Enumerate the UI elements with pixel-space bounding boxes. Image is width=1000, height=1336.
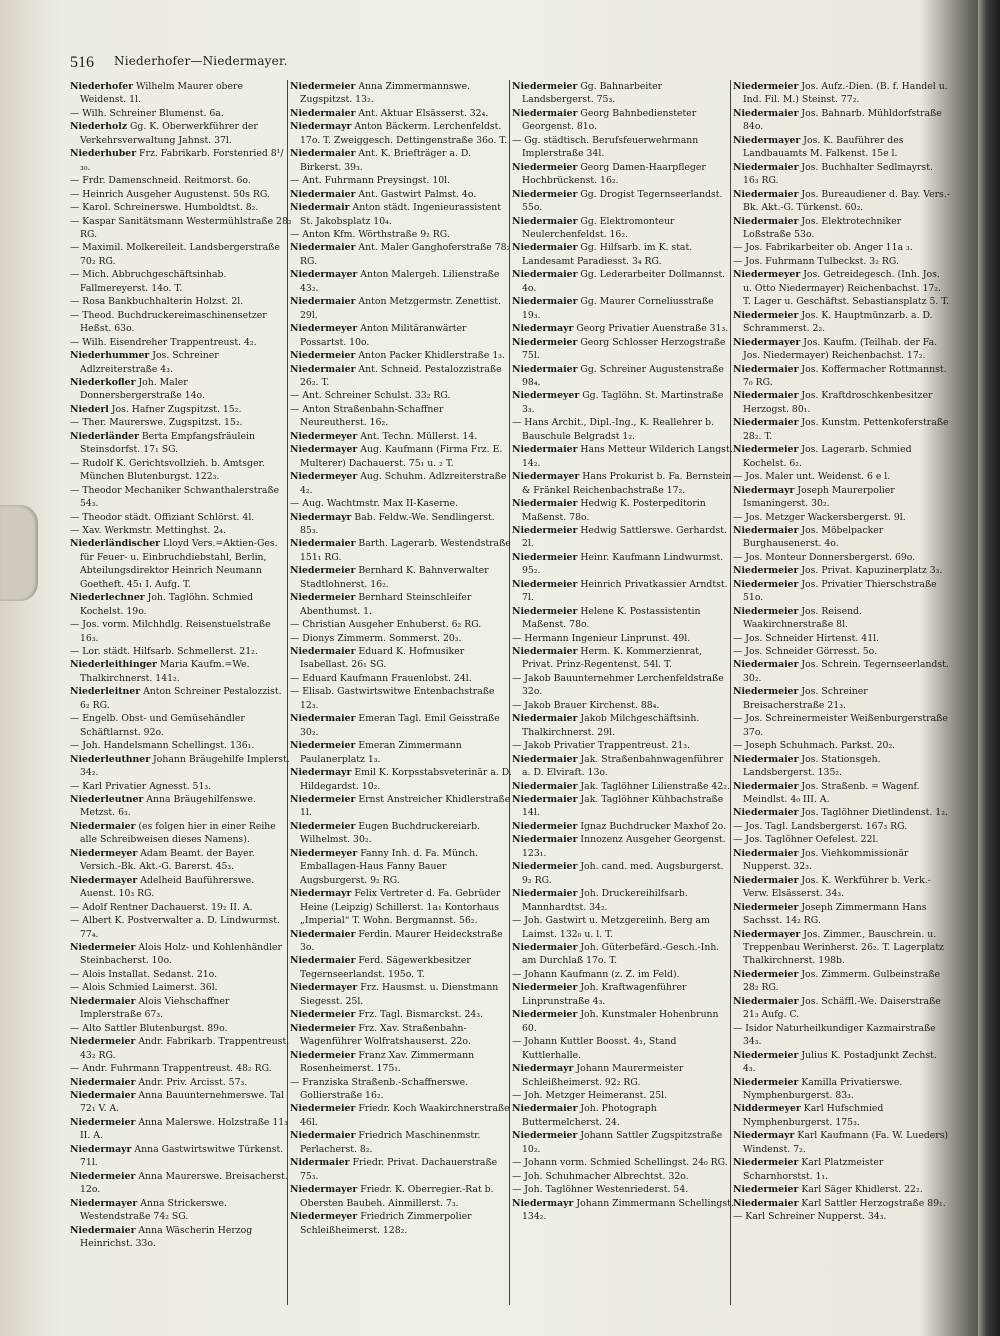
directory-entry: Niedermeier Joh. cand. med. Augsburgerst. 9₂ RG. [512,861,724,886]
directory-entry: Niedermeier Alois Holz- und Kohlenhändler Steinbacherst. 10o. [70,942,282,967]
directory-entry: — Adolf Rentner Dachauerst. 19₂ II. A. [70,901,253,913]
directory-entry: — Eduard Kaufmann Frauenlobst. 24l. [290,672,472,684]
directory-entry: Niedermaier Jos. Kraftdroschkenbesitzer Herzogst. 80₁. [733,390,933,415]
directory-entry: Niedermayer Adelheid Bauführerswe. Auenst. 10₃ RG. [70,874,255,900]
directory-entry: — Lor. städt. Hilfsarb. Schmellerst. 21₂. [70,646,258,658]
directory-entry: Niederhummer Jos. Schreiner Adlzreiterstraße 4₃. [70,350,219,375]
directory-entry: Niedermayr Georg Privatier Auenstraße 31₃. [512,323,729,335]
directory-entry: Niedermeier Bernhard K. Bahnverwalter Stadtlohnerst. 16₂. [290,565,489,590]
directory-entry: Niedermayr Johann Maurermeister Schleißheimerst. 92₂ RG. [512,1063,684,1088]
directory-entry: Niedermayr Karl Kaufmann (Fa. W. Lueders) Windenst. 7₂. [733,1130,949,1155]
directory-entry: — Karl Privatier Agnesst. 51₃. [70,780,212,792]
directory-entry: Niedermaier Gg. Lederarbeiter Dollmannst. 4o. [512,269,726,294]
directory-entry: Niedermeier Karl Säger Khidlerst. 22₂. [733,1184,923,1196]
directory-entry: — Engelb. Obst- und Gemüsehändler Schäftlarnst. 92o. [70,713,245,738]
directory-entry: Niederlechner Joh. Taglöhn. Schmied Kochelst. 19o. [70,592,254,617]
directory-entry: — Xav. Werkmstr. Mettinghst. 2₄. [70,524,226,536]
directory-entry: — Karl Schreiner Nupperst. 34₃. [733,1211,887,1223]
directory-entry: Niedermeyer Fanny Inh. d. Fa. Münch. Emballagen-Haus Fanny Bauer Augsburgerst. 9₂ RG. [290,847,479,886]
directory-entry: — Hermann Ingenieur Linprunst. 49l. [512,632,691,644]
directory-entry: Niedermaier Alois Viehschaffner Implerstraße 67₃. [70,995,230,1021]
directory-entry: Niedermeier Jos. Reisend. Waakirchnerstraße 8l. [733,605,862,631]
directory-entry: — Andr. Fuhrmann Trappentreust. 48₂ RG. [70,1063,272,1075]
directory-entry: Niedermeier Frz. Xav. Straßenbahn-Wagenführer Wolfratshauserst. 22o. [290,1022,471,1048]
directory-entry: Niedermeier Julius K. Postadjunkt Zechst. 4₃. [733,1049,937,1075]
directory-entry: Niedermeier Jos. K. Hauptmünzarb. a. D. Schrammerst. 2₂. [733,309,933,335]
directory-entry: — Albert K. Postverwalter a. D. Lindwurmst. 77₄. [70,915,280,940]
directory-entry: Niedermeyer Anton Militäranwärter Possartst. 10o. [290,323,467,348]
directory-entry: — Jos. Maler unt. Weidenst. 6 e l. [733,471,891,483]
directory-entry: — Jos. vorm. Milchhdlg. Reisenstuelstraße 16₃. [70,619,271,644]
directory-entry: — Jos. Schneider Görresst. 5o. [733,646,878,658]
directory-entry: Niedermaier Gg. Maurer Corneliusstraße 19₃. [512,296,714,321]
directory-entry: Niedermaier Jakob Milchgeschäftsinh. Thalkirchnerst. 29l. [512,713,700,738]
directory-entry: — Theodor städt. Offiziant Schlörst. 4l. [70,511,255,523]
directory-entry: Niedermaier Joh. Güterbefärd.-Gesch.-Inh. am Durchlaß 17o. T. [512,942,720,967]
directory-entry: Niedermayer Frz. Hausmst. u. Dienstmann Siegesst. 25l. [290,982,499,1007]
directory-entry: Niedermaier Jak. Taglöhner Kühbachstraße 14l. [512,794,724,819]
directory-entry: Niedermeier Kamilla Privatierswe. Nymphenburgerst. 83₃. [733,1076,903,1101]
directory-entry: — Rudolf K. Gerichtsvollzieh. b. Amtsger. München Blutenburgst. 122₃. [70,457,265,483]
directory-entry: — Alois Schmied Laimerst. 36l. [70,982,218,994]
directory-entry: Niedermeier Joh. Kunstmaler Hohenbrunn 60. [512,1009,719,1034]
directory-entry: Niedermaier Jos. Stationsgeh. Landsbergerst. 135₂. [733,753,881,779]
directory-entry: Niedermaier Gg. Hilfsarb. im K. stat. Landesamt Paradiesst. 3₄ RG. [512,242,693,267]
directory-entry: — Alois Installat. Sedanst. 21o. [70,968,218,980]
directory-entry: Niedermaier Jak. Straßenbahnwagenführer a. D. Elviraft. 13o. [512,753,724,779]
directory-entry: Niedermeyer Gg. Taglöhn. St. Martinstraße 3₃. [512,390,724,415]
directory-entry: Niedermaier Ant. Maler Ganghoferstraße 78₂ RG. [290,242,511,267]
directory-entry: Niederkofler Joh. Maler Donnersbergerstraße 14o. [70,376,205,402]
directory-entry: — Alto Sattler Blutenburgst. 89o. [70,1022,228,1034]
directory-entry: Niedermaier Jos. Elektrotechniker Loßstraße 53o. [733,215,902,240]
directory-entry: — Christian Ausgeher Enhuberst. 6₂ RG. [290,619,482,631]
directory-entry: Niedermeier Frz. Tagl. Bismarckst. 24₃. [290,1009,484,1021]
directory-entry: — Johann Kaufmann (z. Z. im Feld). [512,968,680,980]
directory-entry: Niedermaier Joh. Photograph Buttermelcherst. 24. [512,1103,657,1128]
directory-entry: — Joh. Schuhmacher Albrechtst. 32o. [512,1170,689,1182]
directory-entry: Nidermaier Friedr. Privat. Dachauerstraße 75₃. [290,1157,498,1182]
directory-entry: Niedermeyer Jos. Getreidegesch. (Inh. Jos. u. Otto Niedermayer) Reichenbachst. 17₂. T. Lager u. Geschäftst. Sebastiansplatz 5. T. [733,269,950,308]
directory-entry: Niedermayr Johann Zimmermann Schellingst. 134₂. [512,1197,734,1223]
directory-entry: Niedermaier Ant. K. Briefträger a. D. Birkerst. 39₃. [290,148,471,173]
directory-entry: Niedermayer Jos. Zimmer., Bauschrein. u. Treppenbau Werinherst. 26₂. T. Lagerplatz Thalkirchnerst. 198b. [733,928,944,967]
directory-entry: — Mich. Abbruchgeschäftsinhab. Fallmereyerst. 14o. T. [70,269,227,294]
directory-entry: Niedermaier Jos. Koffermacher Rottmannst. 7₀ RG. [733,363,947,388]
directory-entry: Niedermaier Ant. Schneid. Pestalozzistraße 26₂. T. [290,363,502,388]
directory-entry: Niedermeyer Ant. Techn. Müllerst. 14. [290,430,478,442]
directory-entry: Niederhuber Frz. Fabrikarb. Forstenried 8¹/₃₀. [70,148,284,173]
column-4 [733,80,951,1305]
directory-entry: — Jos. Metzger Wackersbergerst. 9l. [733,511,906,523]
directory-entry: Niedermeier Jos. Privat. Kapuzinerplatz 3₃. [733,565,943,577]
directory-entry: — Johann vorm. Schmied Schellingst. 24₀ RG. [512,1157,728,1169]
directory-entry: Niedermaier Ant. Aktuar Elsässerst. 32₄. [290,107,489,119]
directory-entry: Niedermayer Anna Strickerswe. Westendstraße 74₂ SG. [70,1197,227,1223]
directory-entry: Niedermeier Anna Maurerswe. Breisacherst. 12o. [70,1170,288,1196]
directory-entry: Niedermaier Anna Wäscherin Herzog Heinrichst. 33o. [70,1224,253,1249]
directory-entry: — Wilh. Eisendreher Trappentreust. 4₂. [70,336,257,348]
directory-entry: Niederleuthner Johann Bräugehilfe Implerst. 34₂. [70,753,290,779]
directory-entry: Niedermeier Jos. Lagerarb. Schmied Kochelst. 6₂. [733,444,912,469]
directory-entry: Niedermeier Jos. Privatier Thierschstraße 51o. [733,578,937,604]
directory-entry: Niedermeier Heinrich Privatkassier Arndtst. 7l. [512,578,728,604]
directory-entry: — Jos. Taglöhner Oefelest. 22l. [733,834,879,846]
directory-entry: Niederleutner Anna Bräugehilfenswe. Metzst. 6₃. [70,794,256,819]
directory-entry: — Jos. Fabrikarbeiter ob. Anger 11a ₃. [733,242,913,254]
directory-entry: Niedermayer Jos. K. Bauführer des Landbauamts M. Falkenst. 15e l. [733,134,904,160]
directory-entry: — Jos. Fuhrmann Tulbeckst. 3₂ RG. [733,255,899,267]
directory-entry: Niedermaier Gg. Schreiner Augustenstraße 98₄. [512,363,724,388]
directory-entry: Niedermaier Joh. Druckereihilfsarb. Mannhardtst. 34₂. [512,888,688,913]
directory-entry: — Joh. Handelsmann Schellingst. 136₁. [70,740,255,752]
directory-entry: Niedermaier Emeran Tagl. Emil Geisstraße 30₂. [290,713,500,738]
directory-entry: Niedermeier Anna Malerswe. Holzstraße 11₃ II. A. [70,1116,288,1142]
directory-entry: Niedermeier Jos. Schreiner Breisacherstraße 21₃. [733,686,868,711]
directory-entry: Niedermeier Andr. Fabrikarb. Trappentreust. 43₂ RG. [70,1036,290,1061]
directory-entry: Niedermaier Andr. Priv. Arcisst. 57₃. [70,1076,248,1088]
directory-entry: Niedermeier Karl Platzmeister Scharnhorstst. 1₁. [733,1157,884,1182]
directory-entry: Niedermaier Ant. Gastwirt Palmst. 4o. [290,188,477,200]
column-3 [512,80,734,1305]
directory-entry: Niedermaier (es folgen hier in einer Reihe alle Schreibweisen dieses Namens). [70,820,276,846]
page-divider-tab [0,505,38,601]
directory-entry: Niedermaier Jos. Möbelpacker Burghausenerst. 4o. [733,524,884,550]
directory-entry: Niedermaier Jos. Buchhalter Sedlmayrst. 16₃ RG. [733,161,933,187]
directory-entry: Niedermeier Franz Xav. Zimmermann Rosenheimerst. 175₁. [290,1049,475,1075]
column-2 [290,80,512,1305]
directory-entry: Niedermeier Joseph Zimmermann Hans Sachsst. 14₂ RG. [733,901,927,927]
directory-entry: — Theodor Mechaniker Schwanthalerstraße 54₃. [70,484,280,510]
directory-entry: Niedermeier Joh. Kraftwagenführer Linprunstraße 4₃. [512,982,687,1007]
directory-entry: — Johann Kuttler Boosst. 4₁, Stand Kuttlerhalle. [512,1036,677,1061]
directory-entry: Niedermeier Johann Sattler Zugspitzstraße 10₂. [512,1130,723,1155]
directory-entry: — Jakob Bauunternehmer Lerchenfeldstraße 32o. [512,672,724,698]
directory-entry: Niedermaier Jos. Schäffl.-We. Daiserstraße 21₃ Aufg. C. [733,995,941,1021]
directory-entry: Niedermeier Gg. Bahnarbeiter Landsbergerst. 75₃. [512,81,663,106]
directory-entry: Niedermeier Gg. Drogist Tegernseerlandst. 55o. [512,188,723,214]
directory-entry: — Jos. Monteur Donnersbergerst. 69o. [733,551,916,563]
directory-entry: Niedermeier Ignaz Buchdrucker Maxhof 2o. [512,820,727,832]
running-title: Niederhofer—Niedermayer. [114,54,288,68]
directory-entry: — Wilh. Schreiner Blumenst. 6a. [70,107,224,119]
directory-entry: — Franziska Straßenb.-Schaffnerswe. Gollierstraße 16₂. [290,1076,469,1101]
directory-entry: Niedermaier Innozenz Ausgeher Georgenst. 123₁. [512,834,726,859]
directory-entry: — Elisab. Gastwirtswitwe Entenbachstraße 12₃. [290,686,495,711]
directory-entry: Niedermeier Helene K. Postassistentin Maßenst. 78o. [512,605,701,631]
directory-entry: Niedermayer Friedr. K. Oberregier.-Rat b. Obersten Baubeh. Ainmillerst. 7₃. [290,1184,494,1209]
directory-entry: Niederleitner Anton Schreiner Pestalozzist. 6₂ RG. [70,686,282,711]
directory-entry: Niedermaier Jos. Straßenb. = Wagenf. Meindlst. 4₀ III. A. [733,780,920,806]
directory-entry: Niedermaier Ferd. Sägewerkbesitzer Tegernseerlandst. 195o. T. [290,955,471,980]
directory-entry: Niedermayer Jos. Kaufm. (Teilhab. der Fa. Jos. Niedermayer) Reichenbachst. 17₂. [733,336,938,362]
directory-entry: — Ant. Fuhrmann Preysingst. 10l. [290,175,451,187]
directory-entry: — Joseph Schuhmach. Parkst. 20₂. [733,740,896,752]
directory-entry: Niedermaier Georg Bahnbediensteter Georgenst. 81o. [512,107,697,133]
directory-entry: Niedermair Anton städt. Ingenieurassistent St. Jakobsplatz 10₄. [290,202,501,227]
directory-entry: — Ant. Schreiner Schulst. 33₂ RG. [290,390,451,402]
directory-entry: Niedermayr Joseph Maurerpolier Ismaningerst. 30₂. [733,484,895,510]
directory-entry: — Hans Archit., Dipl.-Ing., K. Reallehrer b. Bauschule Belgradst 1₂. [512,417,715,442]
directory-entry: — Frdr. Damenschneid. Reitmorst. 6o. [70,175,251,187]
directory-entry: — Jakob Privatier Trappentreust. 21₃. [512,740,690,752]
directory-entry: Niedermeier Anton Packer Khidlerstraße 1₃. [290,350,505,362]
directory-entry: Niedermeier Georg Damen-Haarpfleger Hochbrückenst. 16₂. [512,161,706,187]
directory-entry: Niedermaier Hedwig K. Posterpeditorin Maßenst. 78o. [512,498,706,523]
directory-entry: — Aug. Wachtmstr. Max II-Kaserne. [290,498,459,510]
directory-entry: Niederholz Gg. K. Oberwerkführer der Verkehrsverwaltung Jahnst. 37l. [70,121,258,146]
directory-entry: Niedermaier Gg. Elektromonteur Neulerchenfeldst. 16₂. [512,215,675,240]
directory-entry: Niedermaier Ferdin. Maurer Heideckstraße 3o. [290,928,503,953]
directory-entry: — Kaspar Sanitätsmann Westermühlstraße 28₂ RG. [70,215,292,240]
directory-entry: Niedermeier Heinr. Kaufmann Lindwurmst. 95₂. [512,551,724,577]
directory-entry: Niedermayer Anton Malergeh. Lilienstraße 43₂. [290,269,500,294]
directory-entry: — Jos. Schneider Hirtenst. 41l. [733,632,880,644]
directory-entry: — Joh. Taglöhner Westenriederst. 54. [512,1184,689,1196]
directory-entry: — Ther. Maurerswe. Zugspitzst. 15₂. [70,417,243,429]
directory-entry: Niedermayer Aug. Kaufmann (Firma Frz. E. Multerer) Dachauerst. 75₁ u. ₂ T. [290,444,503,469]
directory-entry: Niedermeier Bernhard Steinschleifer Abenthumst. 1. [290,592,472,617]
directory-entry: Niederhofer Wilhelm Maurer obere Weidenst. 1l. [70,81,243,106]
directory-entry: — Karol. Schreinerswe. Humboldtst. 8₂. [70,202,259,214]
directory-entry: — Anton Kfm. Wörthstraße 9₂ RG. [290,228,450,240]
directory-entry: Niedermeier Eugen Buchdruckereiarb. Wilhelmst. 30₂. [290,820,481,846]
directory-entry: Niedermaier Jos. Bahnarb. Mühldorfstraße 84o. [733,107,942,133]
directory-entry: Niedermayr Anton Bäckerm. Lerchenfeldst. 17o. T. Zweiggesch. Dettingenstraße 36o. T. [290,121,508,146]
directory-entry: Niederl Jos. Hafner Zugspitzst. 15₂. [70,403,242,415]
directory-entry: Niedermeyer Friedrich Zimmerpolier Schleißheimerst. 128₂. [290,1211,472,1236]
directory-entry: Niedermeier Georg Schlosser Herzogstraße 75l. [512,336,726,362]
directory-entry: Niedermaier Anton Metzgermstr. Zenettist. 29l. [290,296,501,321]
directory-entry: Niedermaier Jos. Schrein. Tegernseerlandst. 30₂. [733,659,949,684]
directory-entry: Niedermaier Jak. Taglöhner Lilienstraße 42₂. [512,780,730,792]
directory-entry: — Joh. Gastwirt u. Metzgereiinh. Berg am Laimst. 132₀ u. l. T. [512,915,710,940]
directory-entry: Niedermeier Anna Zimmermannswe. Zugspitzst. 13₂. [290,81,471,106]
directory-entry: Niedermeyer Aug. Schuhm. Adlzreiterstraße 4₂. [290,471,507,496]
directory-entry: Niedermayr Anna Gastwirtswitwe Türkenst. 71l. [70,1143,284,1169]
directory-entry: Niedermayr Bab. Feldw.-We. Sendlingerst. 85₃. [290,511,495,536]
directory-entry: Niedermaier Jos. K. Werkführer b. Verk.-Verw. Elsässerst. 34₃. [733,874,931,900]
directory-entry: Niedermaier Jos. Taglöhner Dietlindenst. 1₂. [733,807,948,819]
directory-entry: Niedermaier Jos. Viehkommissionär Nupperst. 32₃. [733,847,909,873]
column-1 [70,80,292,1305]
directory-entry: — Jakob Brauer Kirchenst. 88₄. [512,699,660,711]
directory-entry: Niedermayr Emil K. Korpsstabsveterinär a. D. Hildegardst. 10₂. [290,767,512,792]
book-spine-edge [978,0,1000,1336]
page-header [70,50,970,78]
directory-entry: Niedermeier Ernst Anstreicher Khidlerstraße 1l. [290,794,511,819]
directory-entry: Niederleithinger Maria Kaufm.=We. Thalkirchnerst. 141₂. [70,659,250,684]
directory-entry: Niedermayr Felix Vertreter d. Fa. Gebrüder Heine (Leipzig) Schillerst. 1a₁ Kontorhaus „Imperial“ T. Wohn. Bergmannst. 56₂. [290,888,501,927]
directory-entry: Niedermaier Herm. K. Kommerzienrat, Privat. Prinz-Regentenst. 54l. T. [512,646,702,671]
directory-entry: — Maximil. Molkereileit. Landsbergerstraße 70₂ RG. [70,242,280,267]
directory-entry: — Heinrich Ausgeher Augustenst. 50s RG. [70,188,270,200]
directory-entry: Niedermaier Karl Sattler Herzogstraße 89₁. [733,1197,946,1209]
directory-entry: Niederländer Berta Empfangsfräulein Steinsdorfst. 17₁ SG. [70,430,255,456]
directory-entry: — Isidor Naturheilkundiger Kazmairstraße 34₃. [733,1022,936,1048]
directory-entry: Niedermeier Jos. Zimmerm. Gulbeinstraße 28₂ RG. [733,968,941,994]
directory-entry: Niedermaier Anna Bauunternehmerswe. Tal 72₁ V. A. [70,1089,285,1115]
directory-entry: Niedermeier Emeran Zimmermann Paulanerplatz 1₃. [290,740,462,765]
directory-entry: Niedermeyer Adam Beamt. der Bayer. Versich.-Bk. Akt.-G. Barerst. 45₃. [70,847,255,873]
directory-entry: Niedermaier Jos. Kunstm. Pettenkoferstraße 28₂. T. [733,417,949,442]
directory-entry: Niedermaier Eduard K. Hofmusiker Isabellast. 26₁ SG. [290,646,465,671]
directory-entry: Niddermeyer Karl Hufschmied Nymphenburgerst. 175₃. [733,1103,884,1128]
directory-entry: — Rosa Bankbuchhalterin Holzst. 2l. [70,296,244,308]
directory-entry: Niedermeier Hedwig Sattlerswe. Gerhardst. 2l. [512,524,727,550]
page-number: 516 [70,54,94,71]
directory-entry: — Dionys Zimmerm. Sommerst. 20₃. [290,632,462,644]
directory-entry: — Jos. Tagl. Landsbergerst. 167₃ RG. [733,820,908,832]
directory-entry: — Anton Straßenbahn-Schaffner Neureutherst. 16₂. [290,403,444,429]
directory-entry: Niedermaier Barth. Lagerarb. Westendstraße 151₁ RG. [290,538,511,563]
directory-entry: Niedermeier Jos. Aufz.-Dien. (B. f. Handel u. Ind. Fil. M.) Steinst. 77₂. [733,81,948,106]
directory-entry: Niedermaier Friedrich Maschinenmstr. Perlacherst. 8₂. [290,1130,481,1155]
directory-entry: Niedermayer Hans Prokurist b. Fa. Bernstein & Fränkel Reichenbachstraße 17₂. [512,471,732,496]
directory-entry: — Theod. Buchdruckereimaschinensetzer Heßst. 63o. [70,309,267,335]
directory-entry: — Joh. Metzger Heimeranst. 25l. [512,1089,668,1101]
directory-entry: Niedermaier Jos. Bureaudiener d. Bay. Vers.-Bk. Akt.-G. Türkenst. 60₂. [733,188,950,214]
directory-entry: Niedermeier Friedr. Koch Waakirchnerstraße 46l. [290,1103,510,1128]
directory-entry: Niederländischer Lloyd Vers.=Aktien-Ges. für Feuer- u. Einbruchdiebstahl, Berlin, Abteilungsdirektor Heinrich Neumann Goetheft. 45₁ I. Aufg. T. [70,538,278,590]
directory-entry: Niedermaier Hans Metteur Wilderich Langst. 14₂. [512,444,733,469]
directory-entry: — Jos. Schreinermeister Weißenburgerstraße 37o. [733,713,948,738]
directory-entry: — Gg. städtisch. Berufsfeuerwehrmann Implerstraße 34l. [512,134,699,160]
